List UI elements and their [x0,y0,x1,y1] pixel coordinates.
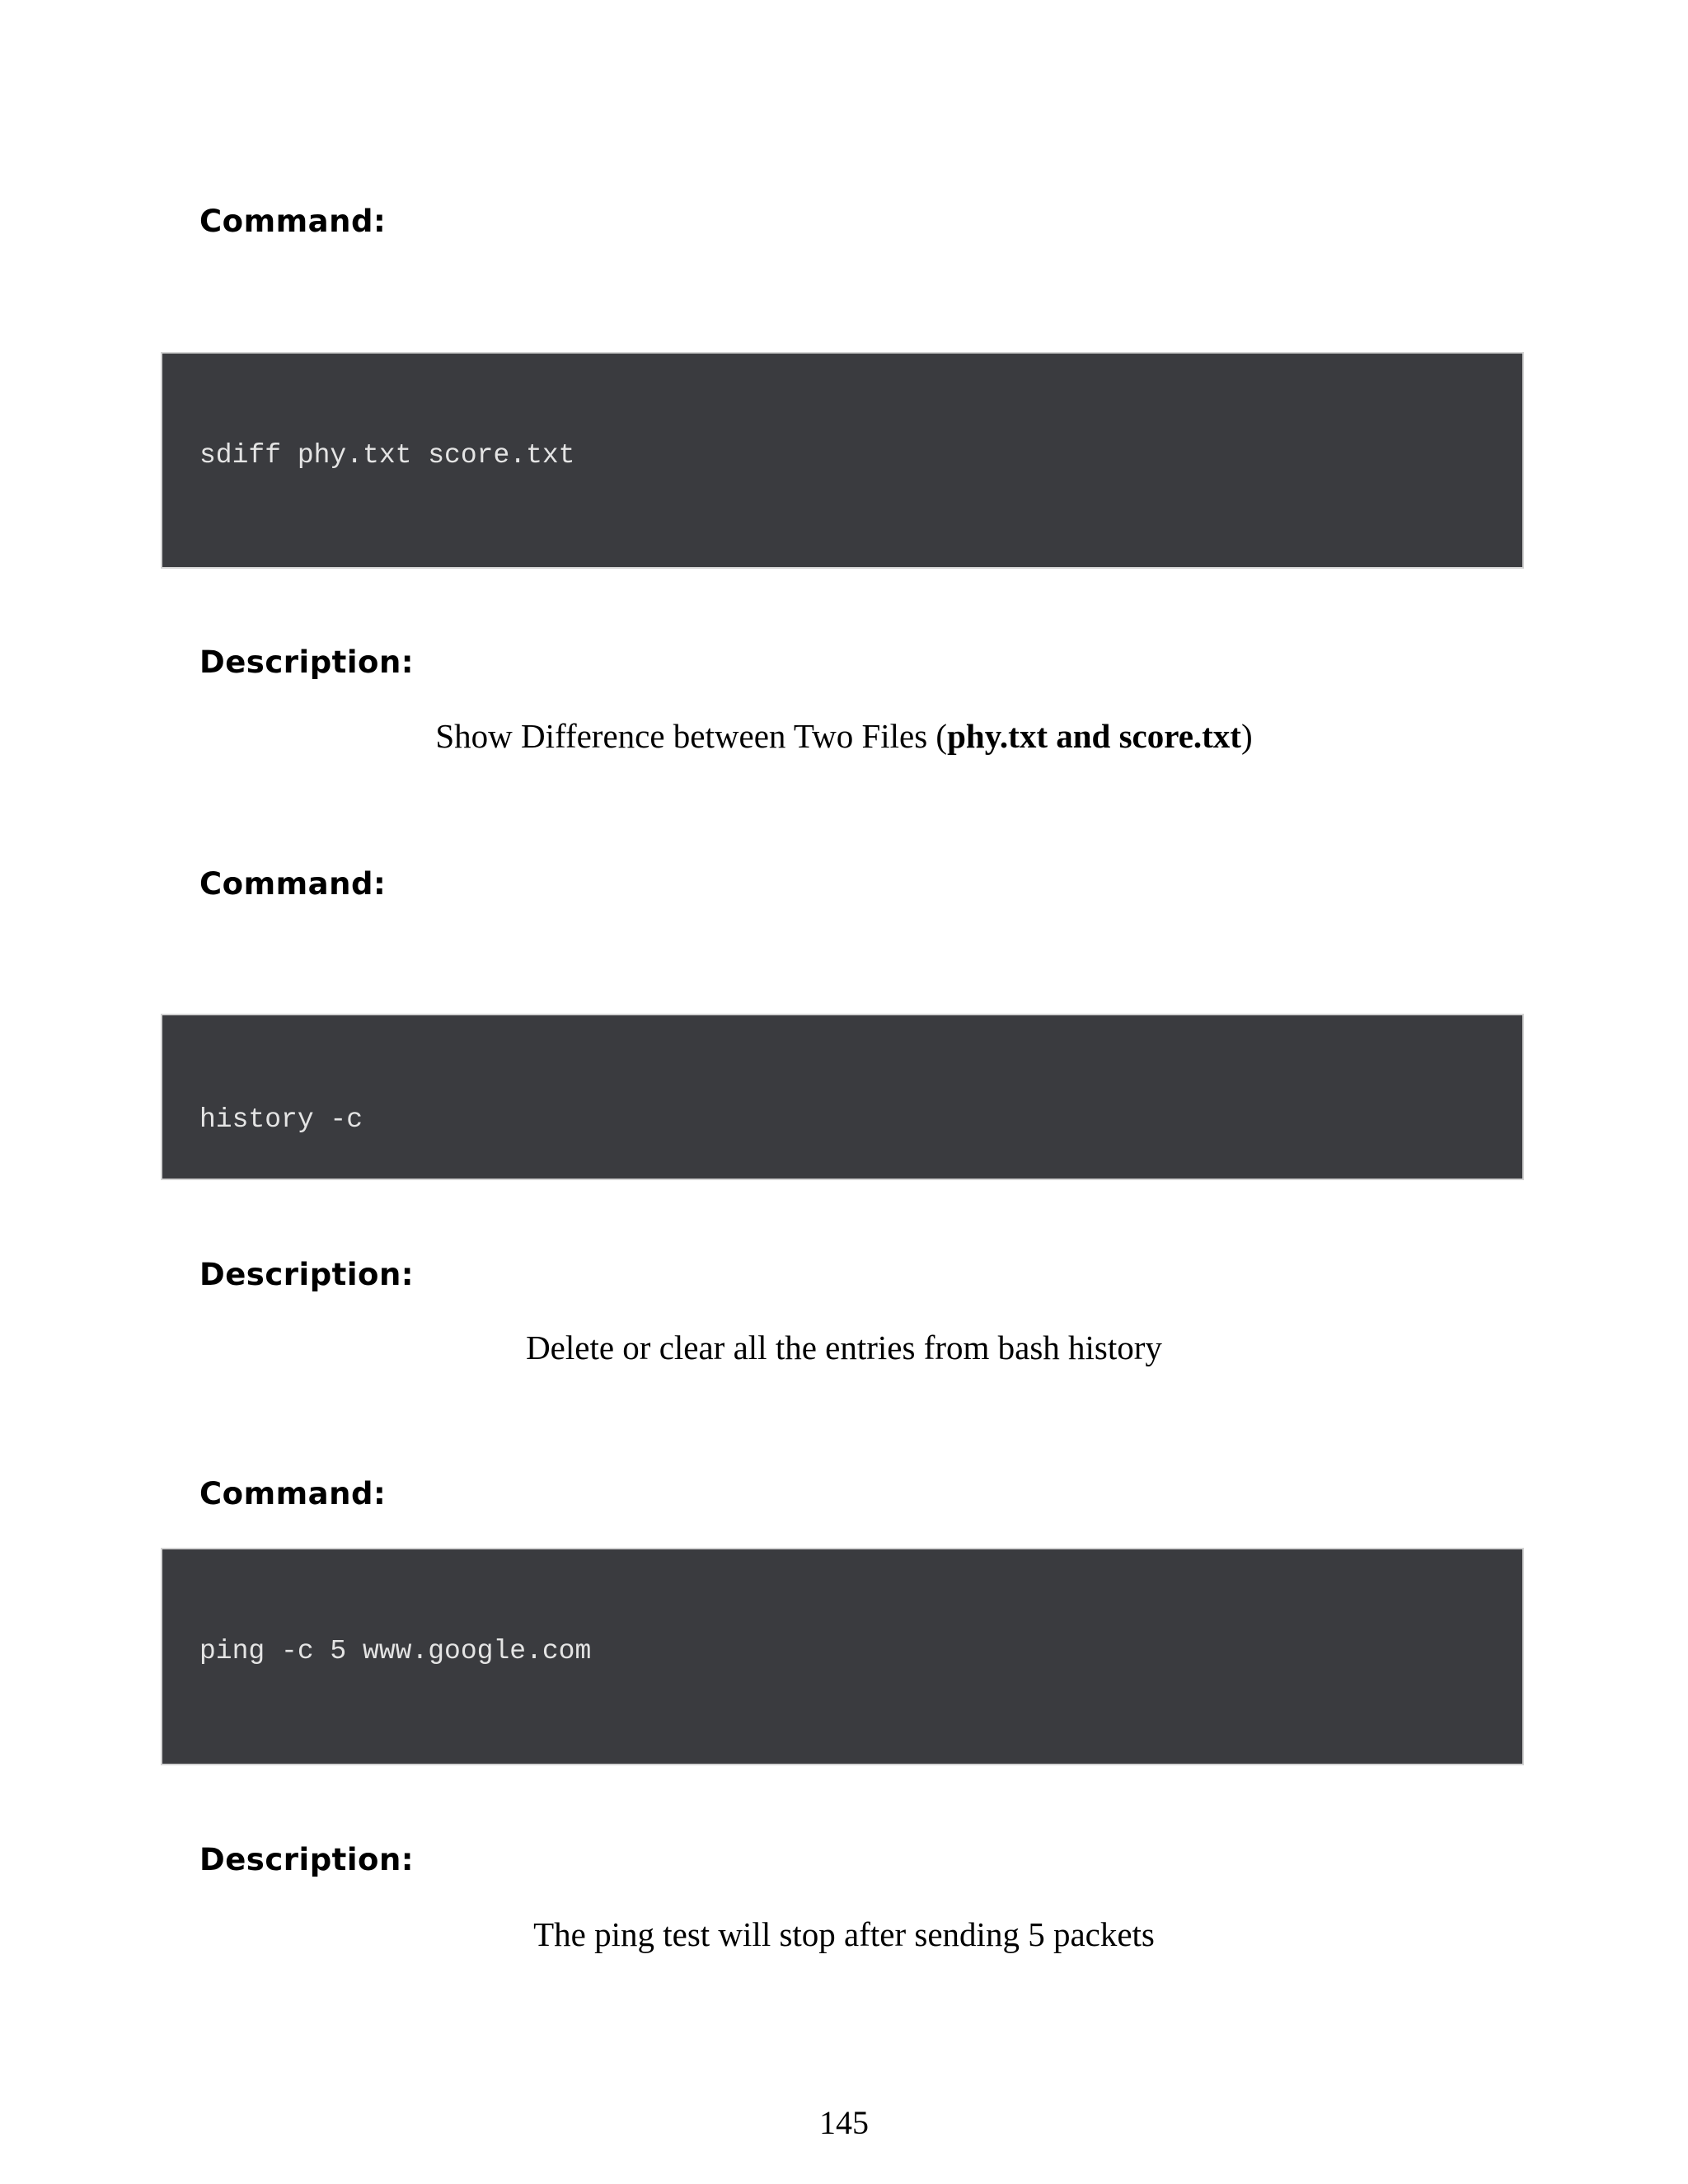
code-block [161,1014,1524,1180]
description-text-suffix: ) [1240,717,1253,755]
command-heading: Command: [199,1476,387,1511]
command-heading: Command: [199,866,387,902]
description-text-prefix: Show Difference between Two Files ( [435,717,948,755]
description-heading: Description: [199,1842,415,1877]
description-text-bold: phy.txt and score.txt [947,717,1241,755]
description-heading: Description: [199,1257,415,1292]
command-text: sdiff phy.txt score.txt [199,440,575,471]
description-text: The ping test will stop after sending 5 packets [533,1915,1155,1953]
command-text: history -c [199,1104,363,1135]
description-text: Delete or clear all the entries from bash history [526,1329,1162,1366]
code-block [161,352,1524,569]
command-heading: Command: [199,204,387,239]
page-number: 145 [819,2104,869,2141]
description-text [0,719,1688,753]
description-heading: Description: [199,644,415,680]
code-block [161,1548,1524,1765]
command-text: ping -c 5 www.google.com [199,1636,592,1666]
